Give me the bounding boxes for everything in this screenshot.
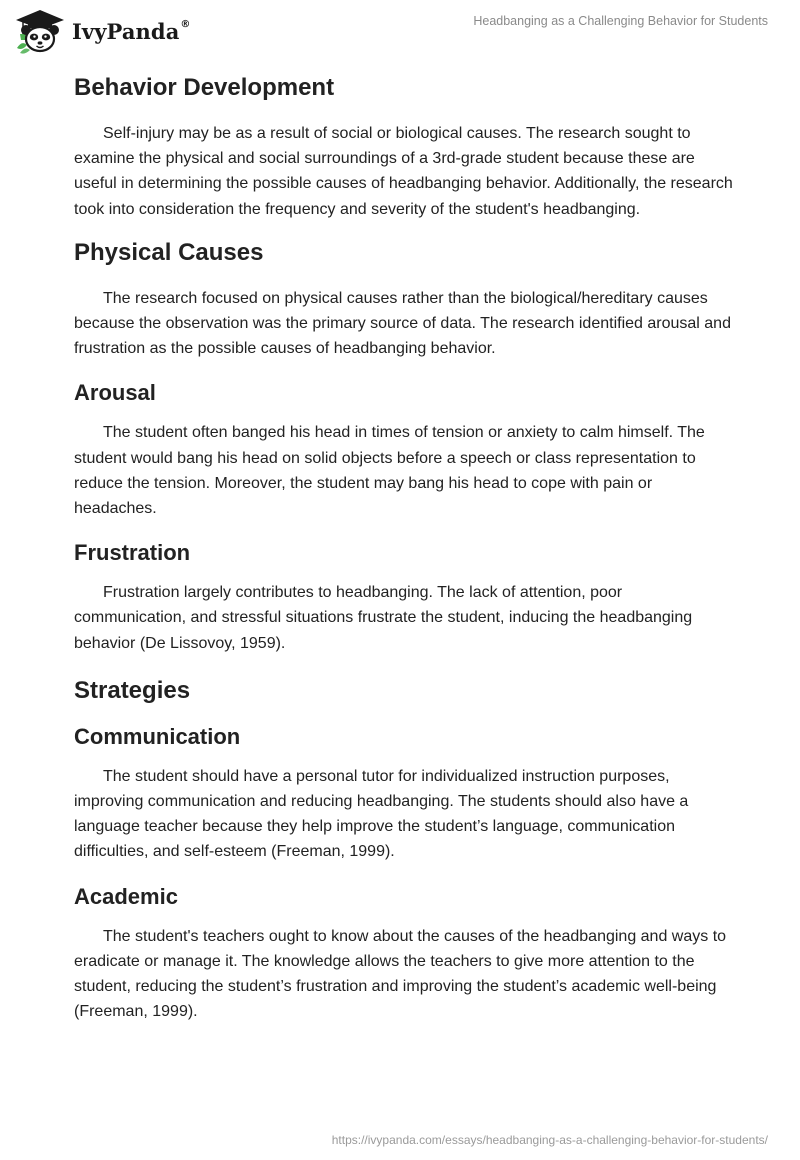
- heading-academic: Academic: [74, 883, 178, 909]
- heading-arousal: Arousal: [74, 380, 156, 406]
- paragraph-communication: The student should have a personal tutor for individualized instruction purposes, improving communication and reducing headbanging. The students should also have a language teacher because they help improve the student’s language, communication difficulties, and self-esteem (Freeman, 1999).: [74, 767, 689, 861]
- document-title: Headbanging as a Challenging Behavior for Students: [473, 14, 768, 28]
- heading-communication: Communication: [74, 723, 241, 749]
- heading-physical-causes: Physical Causes: [74, 238, 264, 266]
- ivypanda-logo[interactable]: [14, 8, 191, 54]
- registered-mark: ®: [180, 18, 191, 30]
- panda-graduate-icon: [14, 8, 66, 54]
- essay-content: [74, 72, 734, 1024]
- heading-strategies: Strategies: [74, 676, 191, 704]
- source-url-link[interactable]: https://ivypanda.com/essays/headbanging-as-a-challenging-behavior-for-students/: [331, 1133, 768, 1147]
- paragraph-arousal: The student often banged his head in times of tension or anxiety to calm himself. The student would bang his head on solid objects before a speech or class representation to reduce the tension. Moreover, the student may bang his head to cope with pain or headaches.: [74, 424, 705, 518]
- paragraph-academic: The student's teachers ought to know about the causes of the headbanging and ways to eradicate or manage it. The knowledge allows the teachers to give more attention to the student, reducing the student’s frustration and improving the student’s academic well-being (Freeman, 1999).: [74, 927, 727, 1021]
- paragraph-behavior-development: Self-injury may be as a result of social or biological causes. The research sought to examine the physical and social surroundings of a 3rd-grade student because these are useful in determining the possible causes of headbanging behavior. Additionally, the research took into consideration the frequency and severity of the student's headbanging.: [74, 125, 733, 218]
- heading-behavior-development: Behavior Development: [74, 74, 335, 101]
- paragraph-frustration: Frustration largely contributes to headbanging. The lack of attention, poor communication, and stressful situations frustrate the student, inducing the headbanging behavior (De Lissovoy, 1959).: [74, 584, 693, 652]
- heading-frustration: Frustration: [74, 540, 191, 566]
- paragraph-physical-causes: The research focused on physical causes rather than the biological/hereditary causes because the observation was the primary source of data. The research identified arousal and frustration as the possible causes of headbanging behavior.: [74, 289, 731, 358]
- page-header: [0, 0, 800, 64]
- logo-wordmark: IvyPanda®: [72, 18, 191, 44]
